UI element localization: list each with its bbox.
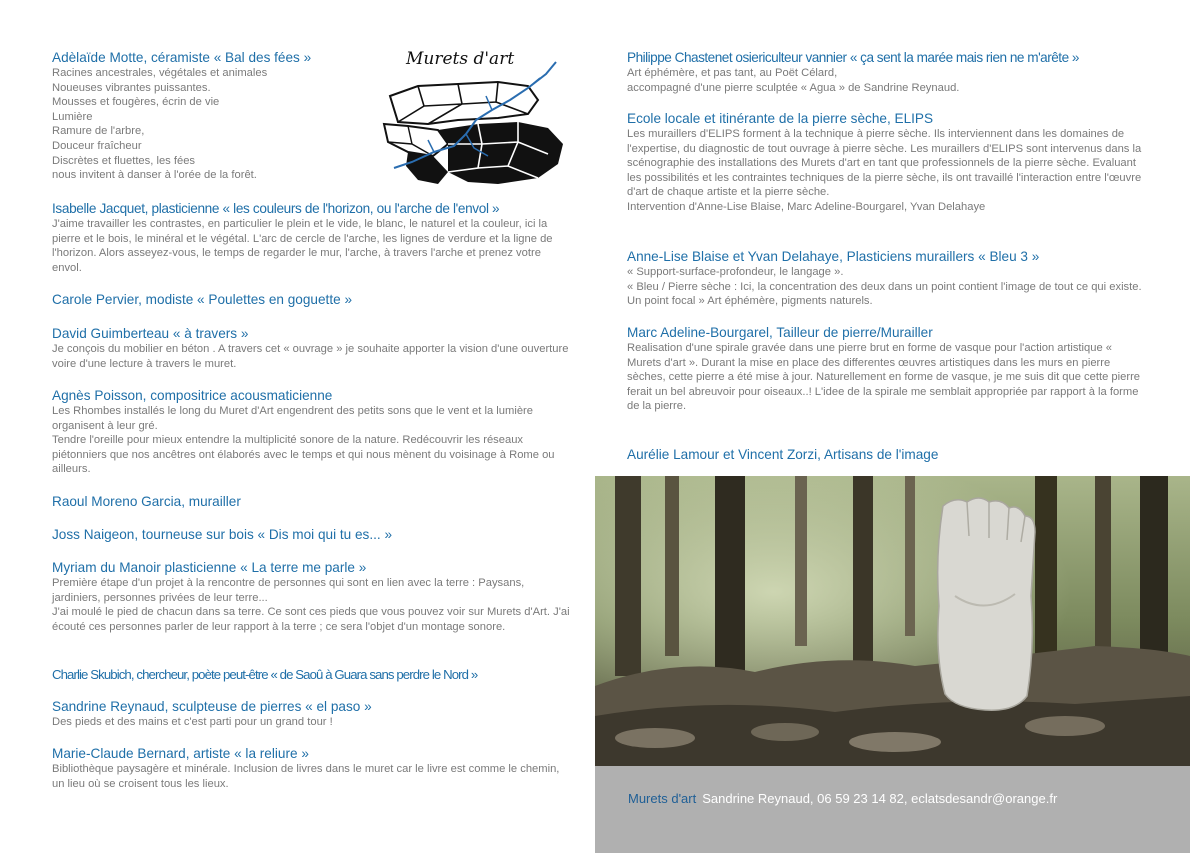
entry-philippe-chastenet [627,49,1147,95]
entry-heading: Raoul Moreno Garcia, murailler [52,494,241,509]
entry-elips [627,110,1147,215]
entry-heading: Aurélie Lamour et Vincent Zorzi, Artisans de l'image [627,447,939,462]
entry-raoul-moreno-garcia [52,493,572,510]
body-paragraph: « Bleu / Pierre sèche : Ici, la concentration des deux dans un point contient l'image de tout ce qui existe. Un point focal » Art éphémère, pigments naturels. [627,280,1142,308]
body-paragraph: J'aime travailler les contrastes, en particulier le plein et le vide, le blanc, le naturel et la couleur, ici la pierre et le bois, le minéral et le végétal. L'arc de cercle de l'arche, les lignes de verdure et la ligne de l'horizon. Alors asseyez-vous, le temps de regarder le mur, l'arche, à travers l'arche et prenez votre envol. [52,218,553,274]
body-paragraph: Intervention d'Anne-Lise Blaise, Marc Adeline-Bourgarel, Yvan Delahaye [627,200,986,213]
entry-body [627,127,1147,215]
entry-body [52,715,572,730]
entry-body [52,762,572,791]
stone-wall-map-icon [378,44,574,194]
body-line: Racines ancestrales, végétales et animales [52,67,268,79]
body-line: Art éphémère, et pas tant, au Poët Célard, [627,67,838,79]
sculpted-foot-photo [595,476,1190,766]
body-paragraph: Bibliothèque paysagère et minérale. Inclusion de livres dans le muret car le livre est comme le chemin, un lieu où se croisent tous les lieux. [52,763,560,790]
entry-heading: Myriam du Manoir plasticienne « La terre me parle » [52,560,367,575]
entry-marie-claude-bernard [52,745,572,791]
entry-david-guimberteau [52,325,572,371]
body-line: Mousses et fougères, écrin de vie [52,96,220,109]
body-line: Discrètes et fluettes, les fées [52,154,196,167]
entry-aurelie-lamour [627,446,1147,463]
body-line: Lumière [52,110,93,123]
entry-myriam-du-manoir [52,559,572,634]
entry-carole-pervier [52,291,572,308]
entry-heading: Sandrine Reynaud, sculpteuse de pierres « el paso » [52,699,372,714]
entry-charlie-skubich [52,666,572,683]
entry-heading: Adèlaïde Motte, céramiste « Bal des fées » [52,50,312,65]
forest-sculpture-photo [595,476,1190,766]
body-paragraph: Tendre l'oreille pour mieux entendre la multiplicité sonore de la nature. Redécouvrir les réseaux piétonniers que nos ancêtres ont élaborés avec le temps et qui nous mènent du voisinage à Rome ou ailleurs. [52,434,555,476]
entry-heading: Marie-Claude Bernard, artiste « la reliure » [52,746,309,761]
entry-anne-lise-blaise [627,248,1147,309]
murets-dart-logo [378,44,574,194]
body-paragraph: « Support-surface-profondeur, le langage ». [627,266,844,278]
entry-body [52,217,572,275]
entry-heading: Marc Adeline-Bourgarel, Tailleur de pierre/Murailler [627,325,933,340]
entry-body [52,404,572,477]
entry-heading: David Guimberteau « à travers » [52,326,249,341]
body-line: Noueuses vibrantes puissantes. [52,81,211,94]
body-line: Douceur fraîcheur [52,139,142,152]
body-paragraph: Des pieds et des mains et c'est parti pour un grand tour ! [52,716,333,728]
entry-heading: Agnès Poisson, compositrice acousmaticienne [52,388,333,403]
entry-heading: Joss Naigeon, tourneuse sur bois « Dis moi qui tu es... » [52,527,393,542]
logo-text: Murets d'art [406,49,515,69]
entry-marc-adeline-bourgarel [627,324,1147,414]
footer-bar [595,766,1190,853]
entry-joss-naigeon [52,526,572,543]
body-paragraph: Realisation d'une spirale gravée dans une pierre brut en forme de vasque pour l'action artistique « Murets d'art ». Durant la mise en place des differentes œuvres artistiques dans les murs en pierre sèches, cette pierre a été mise à jour. Naturellement en forme de vasque, je me suis dit que cette pierre ferait un bel abreuvoir pour oiseaux..! L'idee de la spirale me semblait appropriée par rapport à la forme de la pierre. [627,342,1141,413]
entry-heading: Carole Pervier, modiste « Poulettes en goguette » [52,292,352,307]
entry-heading: Anne-Lise Blaise et Yvan Delahaye, Plasticiens muraillers « Bleu 3 » [627,249,1040,264]
body-line: accompagné d'une pierre sculptée « Agua » de Sandrine Reynaud. [627,81,960,94]
entry-isabelle-jacquet [52,200,572,275]
footer-contact[interactable]: Sandrine Reynaud, 06 59 23 14 82, eclatsdesandr@orange.fr [702,791,1058,806]
body-line: Ramure de l'arbre, [52,125,145,138]
body-paragraph: Les Rhombes installés le long du Muret d'Art engendrent des petits sons que le vent et la lumière organisent à leur gré. [52,405,533,432]
body-paragraph: Je conçois du mobilier en béton . A travers cet « ouvrage » je souhaite apporter la vision d'une ouverture voire d'une lecture à travers le muret. [52,343,569,370]
entry-body [627,66,1147,95]
footer-line [628,791,1057,806]
entry-agnes-poisson [52,387,572,477]
body-paragraph: Première étape d'un projet à la rencontre de personnes qui sont en lien avec la terre : Paysans, jardiniers, personnes privées de leur terre... [52,577,525,604]
entry-heading: Isabelle Jacquet, plasticienne « les couleurs de l'horizon, ou l'arche de l'envol » [52,201,500,216]
entry-sandrine-reynaud [52,698,572,730]
footer-title: Murets d'art [628,791,697,806]
body-paragraph: Les muraillers d'ELIPS forment à la technique à pierre sèche. Ils interviennent dans les domaines de l'expertise, du diagnostic de tout ouvrage à pierre sèche. Les muraillers d'ELIPS sont intervenus dans la scénographie des installations des Murets d'art en tant que professionnels de la pierre sèche. Evaluant les possibilités et les contraintes techniques de la pierre sèche, ils ont travaillé l'interaction entre l'œuvre d'art de chaque artiste et la pierre sèche. [627,128,1142,199]
body-line: nous invitent à danser à l'orée de la forêt. [52,169,257,182]
body-paragraph: J'ai moulé le pied de chacun dans sa terre. Ce sont ces pieds que vous pouvez voir sur Murets d'Art. J'ai écouté ces personnes parler de leur rapport à la terre ; ce sera l'objet d'un montage sonore. [52,606,570,633]
entry-heading: Ecole locale et itinérante de la pierre sèche, ELIPS [627,111,934,126]
entry-heading: Charlie Skubich, chercheur, poète peut-être « de Saoû à Guara sans perdre le Nord » [52,667,478,682]
entry-heading: Philippe Chastenet osiericulteur vannier « ça sent la marée mais rien ne m'arête » [627,50,1079,65]
entry-body [627,265,1147,309]
entry-body [52,342,572,371]
entry-body [627,341,1147,414]
entry-body [52,576,572,634]
